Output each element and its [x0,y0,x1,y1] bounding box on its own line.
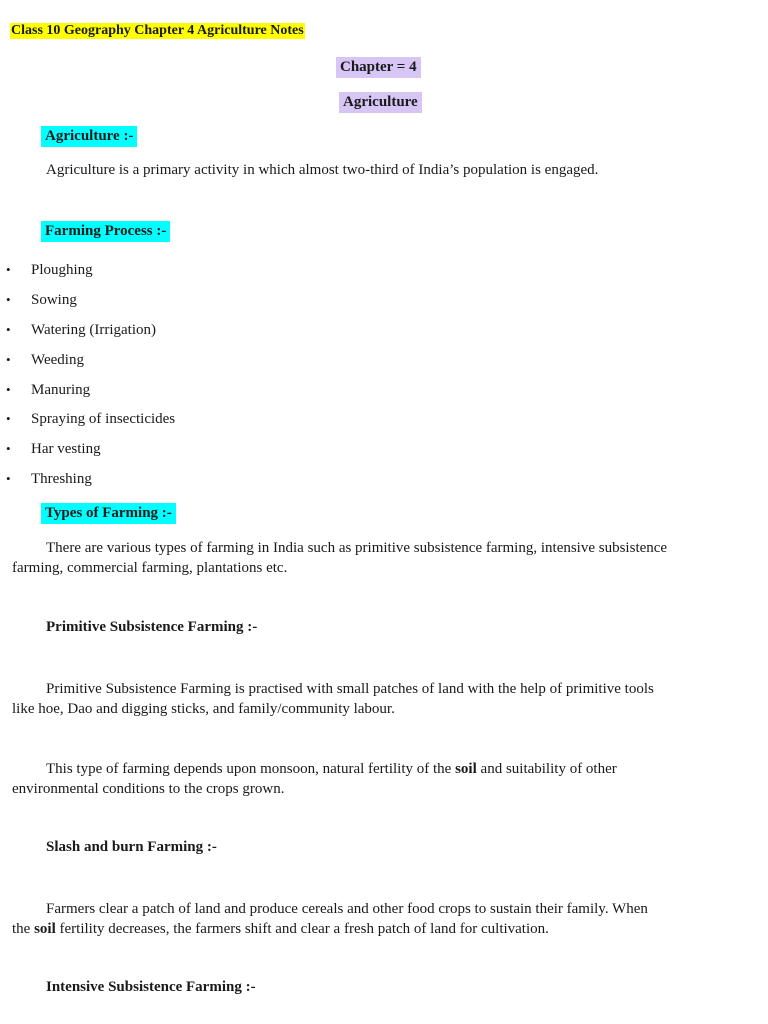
intensive-farming-heading: Intensive Subsistence Farming :- [46,979,256,995]
list-item: • Har vesting [0,438,175,468]
bullet-icon: • [6,381,11,397]
agriculture-heading: Agriculture :- [41,126,137,147]
bullet-icon: • [6,291,11,307]
bullet-icon: • [6,321,11,337]
bullet-icon: • [6,441,11,457]
list-item: • Watering (Irrigation) [0,319,175,349]
chapter-number-heading: Chapter = 4 [336,57,421,78]
list-item: • Manuring [0,379,175,409]
chapter-title-heading: Agriculture [339,92,422,113]
list-item: • Threshing [0,468,175,498]
primitive-farming-paragraph-1: Primitive Subsistence Farming is practised with small patches of land with the help of primitive tools like hoe, Dao and digging sticks, and family/community labour. [12,681,654,717]
list-item: • Weeding [0,349,175,379]
primitive-farming-heading: Primitive Subsistence Farming :- [46,619,258,635]
bullet-icon: • [6,262,11,277]
slash-burn-paragraph: Farmers clear a patch of land and produce cereals and other food crops to sustain their family. When the soil fertility decreases, the farmers shift and clear a fresh patch of land for cultivation. [12,901,648,937]
farming-process-heading: Farming Process :- [41,221,170,242]
bullet-icon: • [6,471,11,487]
list-item: • Sowing [0,289,175,319]
bullet-icon: • [6,411,11,427]
slash-burn-heading: Slash and burn Farming :- [46,839,217,855]
types-of-farming-text: There are various types of farming in India such as primitive subsistence farming, intensive subsistence farming, commercial farming, plantations etc. [12,540,668,576]
list-item: • Spraying of insecticides [0,408,175,438]
document-title: Class 10 Geography Chapter 4 Agriculture Notes [11,23,304,38]
soil-keyword: soil [34,921,56,937]
farming-process-list [0,259,175,498]
soil-keyword: soil [455,761,477,777]
list-item: • Ploughing [0,259,175,289]
bullet-icon: • [6,351,11,367]
types-of-farming-heading: Types of Farming :- [41,503,176,524]
agriculture-definition: Agriculture is a primary activity in which almost two-third of India’s population is engaged. [46,162,599,178]
primitive-farming-paragraph-2: This type of farming depends upon monsoon, natural fertility of the soil and suitability of other environmental conditions to the crops grown. [12,761,617,797]
